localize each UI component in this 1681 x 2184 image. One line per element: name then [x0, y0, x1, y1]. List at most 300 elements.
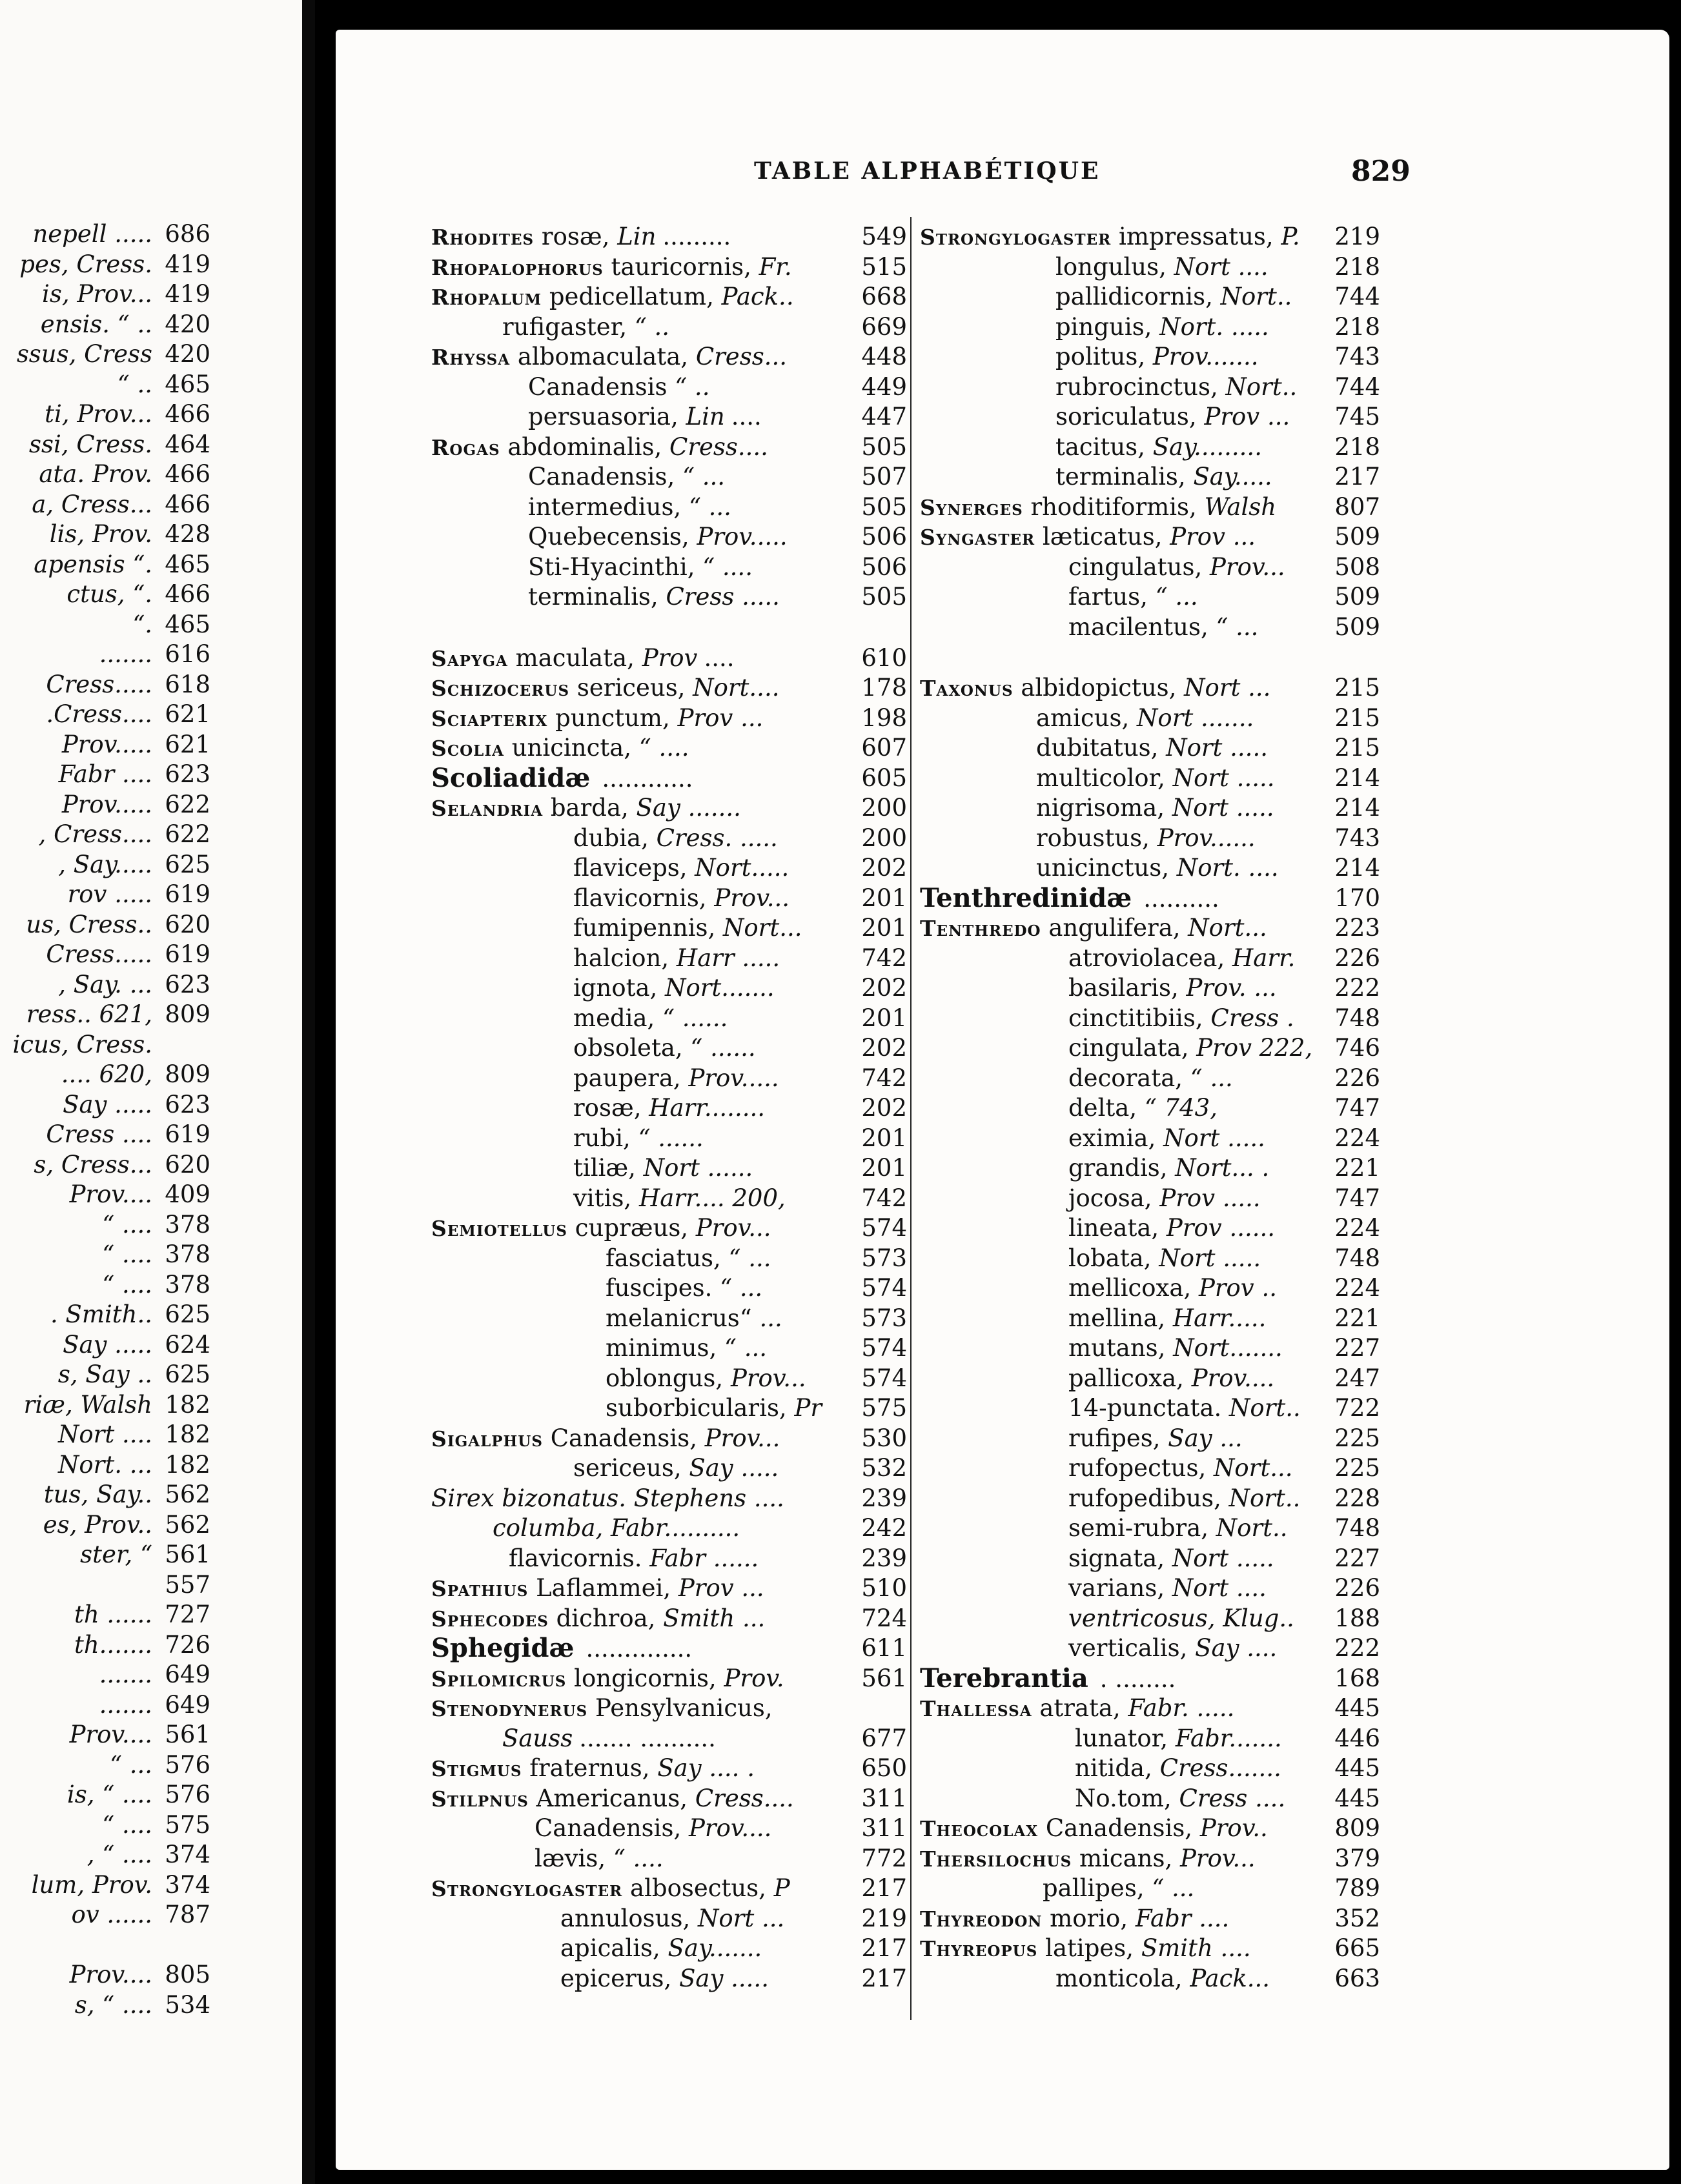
author-name: Fr.	[759, 252, 792, 281]
left-entry-text: th.......	[74, 1630, 152, 1659]
page-ref: 215	[1334, 703, 1380, 732]
left-entry-text: rov .....	[67, 880, 152, 908]
species-name: fraternus,	[529, 1754, 650, 1782]
left-entry	[0, 430, 302, 460]
author-name: Harr........	[649, 1094, 765, 1122]
author-name: Say.....	[1193, 463, 1272, 490]
species-name: rosæ,	[573, 1094, 642, 1122]
middle_column-entry	[431, 1573, 764, 1604]
page-ref: 200	[861, 794, 907, 822]
page-ref: 352	[1334, 1904, 1380, 1932]
species-name: albomaculata,	[517, 343, 689, 370]
left-entry-number: 378	[165, 1270, 210, 1299]
middle_column-entry	[431, 703, 763, 734]
middle_column-entry	[431, 1484, 784, 1513]
left-entry-number: 374	[165, 1841, 210, 1868]
author-name: Prov..	[1199, 1814, 1268, 1842]
author-name: Prov	[642, 643, 698, 672]
right_column-entry	[920, 1093, 1217, 1123]
species-name: rosæ,	[541, 223, 610, 250]
left-entry	[0, 1000, 302, 1029]
author-name: Nort ...	[698, 1904, 785, 1932]
species-name: unicinctus,	[1036, 854, 1170, 882]
author-name: Nort..	[1220, 283, 1292, 310]
middle_column-entry	[431, 1093, 765, 1123]
right_column-entry	[920, 522, 1256, 552]
left-entry	[0, 670, 302, 700]
left-entry	[0, 1240, 302, 1269]
middle_column-entry	[431, 1393, 822, 1423]
left-entry	[0, 1870, 302, 1900]
page-ref: 219	[861, 1904, 907, 1932]
page-ref: 202	[861, 1034, 907, 1062]
left-entry	[0, 1330, 302, 1360]
page-ref: 224	[1334, 1124, 1380, 1152]
right_column-entry	[920, 582, 1198, 612]
species-name: persuasoria,	[528, 403, 678, 430]
author-name: Say .......	[636, 794, 741, 822]
author-name: Prov...	[730, 1364, 806, 1392]
author-name: Nort..	[1228, 1484, 1301, 1512]
author-name: Nort...	[723, 914, 802, 942]
page-ref: 809	[1334, 1814, 1380, 1842]
species-name: tiliæ,	[573, 1154, 636, 1182]
page-ref: 574	[861, 1214, 907, 1242]
right_column-entry	[920, 1033, 1312, 1063]
page-ref: 311	[861, 1784, 907, 1812]
page-ref: 445	[1334, 1784, 1380, 1812]
page-ref: 170	[1334, 884, 1380, 912]
species-name: unicincta,	[511, 734, 632, 762]
species-name: cupræus,	[575, 1214, 689, 1242]
page-ref: 217	[1334, 463, 1380, 490]
right_column-entry	[920, 1544, 1274, 1573]
left-entry-number: 621	[165, 700, 210, 728]
page-ref: 748	[1334, 1514, 1380, 1542]
middle_column-entry	[431, 1664, 784, 1694]
left-entry-text: lum, Prov.	[31, 1870, 152, 1899]
left-entry	[0, 1540, 302, 1570]
left-entry	[0, 1030, 302, 1060]
author-name: Nort .......	[1137, 703, 1254, 732]
species-name: lobata,	[1068, 1244, 1152, 1272]
page-ref: 748	[1334, 1244, 1380, 1272]
right_column-entry	[920, 1124, 1265, 1153]
left-entry-number: 787	[165, 1901, 210, 1928]
author-name: Say.........	[1152, 432, 1262, 461]
page-ref: 214	[1334, 763, 1380, 792]
author-name: Fabr ......	[649, 1544, 759, 1572]
genus-name: Sigalphus	[431, 1426, 543, 1451]
left-entry	[0, 310, 302, 339]
left-entry-number: 378	[165, 1210, 210, 1239]
middle_column-entry	[431, 1244, 771, 1273]
species-name: epicerus,	[560, 1964, 672, 1992]
left-entry	[0, 1780, 302, 1810]
left-entry-number: 409	[165, 1180, 210, 1208]
author-name: Prov...	[695, 1214, 771, 1242]
middle_column-entry	[431, 1544, 759, 1573]
left-entry-number: 726	[165, 1630, 210, 1659]
page-ref: 200	[861, 824, 907, 852]
page-ref: 743	[1334, 824, 1380, 852]
right_column-entry	[920, 824, 1256, 853]
left-entry	[0, 1690, 302, 1720]
author-name: Nort...	[1188, 914, 1267, 942]
species-name: fartus,	[1068, 583, 1148, 611]
middle_column-entry	[431, 853, 789, 883]
author-name: Prov.	[724, 1664, 784, 1692]
genus-name: Strongylogaster	[920, 225, 1112, 250]
middle_column-entry	[431, 582, 780, 612]
author-name: Harr.... 200,	[638, 1184, 786, 1212]
genus-name: Synerges	[920, 494, 1023, 520]
species-name: 14-punctata.	[1068, 1394, 1222, 1422]
species-name: eximia,	[1068, 1124, 1156, 1152]
left-entry-text: “ ....	[102, 1240, 152, 1268]
genus-name: Thallessa	[920, 1696, 1032, 1721]
page-ref: 746	[1334, 1034, 1380, 1062]
page-ref: 218	[1334, 432, 1380, 461]
leader-dots: .........	[662, 223, 731, 250]
species-name: læticatus,	[1042, 523, 1163, 551]
right_column-entry	[920, 1304, 1266, 1333]
left-entry-text: tus, Say..	[43, 1481, 152, 1508]
left-entry-number: 182	[165, 1390, 210, 1419]
middle_column-entry	[431, 1124, 704, 1153]
page-ref: 228	[1334, 1484, 1380, 1512]
middle_column-entry	[431, 462, 725, 492]
left-entry-text: “ ....	[102, 1810, 152, 1839]
right_column-entry	[920, 1874, 1194, 1903]
author-name: Fabr..........	[611, 1514, 740, 1542]
right_column-entry	[920, 1153, 1269, 1183]
left-entry-number: 686	[165, 220, 210, 248]
page-ref: 201	[861, 1004, 907, 1032]
left-entry-text: is, “ ....	[66, 1781, 152, 1808]
left-entry-number: 618	[165, 670, 210, 698]
left-entry	[0, 880, 302, 909]
right_column-entry	[920, 1453, 1293, 1483]
left-entry-text: pes, Cress.	[19, 250, 152, 278]
left-entry-text: ssus, Cress	[16, 340, 152, 368]
species-name: halcion,	[573, 944, 669, 972]
right_column-entry	[920, 884, 1219, 914]
page-number: 829	[1351, 155, 1411, 188]
left-entry-number: 623	[165, 760, 210, 788]
species-name: tacitus,	[1055, 432, 1145, 461]
species-name: soriculatus,	[1055, 403, 1197, 430]
left-entry-number: 649	[165, 1690, 210, 1719]
left-entry	[0, 1060, 302, 1089]
species-name: amicus,	[1036, 703, 1130, 732]
left-entry	[0, 520, 302, 549]
author-name: Prov....	[1191, 1364, 1275, 1392]
species-name: grandis,	[1068, 1154, 1168, 1182]
species-name: nigrisoma,	[1036, 794, 1165, 822]
middle_column-entry	[431, 824, 778, 853]
species-name: dubitatus,	[1036, 734, 1159, 762]
genus-name: Semiotellus	[431, 1216, 568, 1241]
author-name: “ ....	[613, 1844, 664, 1872]
right_column-entry	[920, 432, 1262, 462]
middle_column-entry	[431, 1424, 780, 1454]
page-ref: 201	[861, 1124, 907, 1152]
middle_column-entry	[431, 763, 693, 794]
species-name: cinctitibiis,	[1068, 1004, 1203, 1032]
author-name: Nort... .	[1175, 1154, 1270, 1182]
species-name: flavicornis.	[509, 1544, 642, 1572]
left-entry	[0, 760, 302, 789]
page-ref: 215	[1334, 734, 1380, 762]
species-name: semi-rubra,	[1068, 1514, 1209, 1542]
left-entry-text: ctus, “.	[66, 580, 152, 608]
page-ref: 214	[1334, 794, 1380, 822]
left-entry-text: is, Prov...	[42, 280, 152, 308]
left-entry	[0, 550, 302, 580]
page-ref: 747	[1334, 1094, 1380, 1122]
page-ref: 574	[861, 1364, 907, 1392]
species-name: fuscipes.	[606, 1274, 713, 1302]
left-entry	[0, 1750, 302, 1780]
page-ref: 226	[1334, 944, 1380, 972]
species-name: Sirex bizonatus.	[431, 1484, 627, 1512]
left-entry	[0, 790, 302, 820]
page-ref: 505	[861, 583, 907, 611]
page-ref: 446	[1334, 1724, 1380, 1752]
middle_column-entry	[431, 1724, 716, 1754]
page-ref: 508	[1334, 552, 1380, 581]
genus-name: Thyreopus	[920, 1936, 1038, 1961]
middle_column-entry	[431, 913, 802, 943]
left-entry	[0, 970, 302, 1000]
right_column-entry	[920, 1904, 1229, 1934]
species-name: nitida,	[1075, 1754, 1152, 1782]
left-entry-text: Prov....	[69, 1180, 152, 1208]
left-entry-number: 805	[165, 1961, 210, 1988]
right_column-entry	[920, 944, 1295, 973]
right_column-entry	[920, 342, 1259, 372]
page-ref: 505	[861, 432, 907, 461]
author-name: “ ...	[1190, 1064, 1233, 1092]
page-ref: 218	[1334, 312, 1380, 341]
left-entry-number: 576	[165, 1781, 210, 1808]
page-ref: 226	[1334, 1574, 1380, 1602]
right_column-entry	[920, 1273, 1277, 1303]
left-entry-number: 561	[165, 1541, 210, 1568]
species-name: rufipes,	[1068, 1424, 1161, 1452]
page-ref: 745	[1334, 403, 1380, 430]
species-name: impressatus,	[1119, 223, 1274, 250]
author-name: “ ...	[720, 1274, 763, 1302]
left-entry-text: es, Prov..	[43, 1510, 152, 1539]
left-entry-number: 809	[165, 1000, 210, 1028]
left-entry-number: 534	[165, 1990, 210, 2019]
species-name: lineata,	[1068, 1214, 1159, 1242]
author-name: Nort .....	[1172, 1544, 1274, 1572]
species-name: maculata,	[515, 643, 635, 672]
author-name: Cress....	[695, 1784, 794, 1812]
species-name: Canadensis,	[550, 1424, 697, 1452]
leader-dots: ..........	[1143, 884, 1219, 913]
left-entry-text: “ ....	[102, 1210, 152, 1239]
species-name: barda,	[550, 794, 629, 822]
author-name: Pack...	[1190, 1964, 1270, 1992]
species-name: albosectus,	[630, 1874, 766, 1902]
middle_column-entry	[431, 884, 790, 913]
middle_column-entry	[431, 944, 780, 973]
page-ref: 215	[1334, 674, 1380, 702]
right_column-entry	[920, 402, 1290, 432]
species-name: latipes,	[1045, 1934, 1134, 1962]
species-name: basilaris,	[1068, 974, 1179, 1002]
genus-name: Stilpnus	[431, 1786, 529, 1812]
species-name: decorata,	[1068, 1064, 1183, 1092]
author-name: Nort...	[1214, 1454, 1293, 1482]
middle_column-entry	[431, 973, 775, 1003]
left-entry-number: 624	[165, 1330, 210, 1359]
species-name: dubia,	[573, 824, 649, 852]
left-entry-number: 466	[165, 400, 210, 428]
author-name: Prov ...	[1170, 523, 1256, 551]
left-entry	[0, 1090, 302, 1120]
page-ref: 573	[861, 1304, 907, 1332]
page-ref: 222	[1334, 974, 1380, 1002]
middle_column-entry	[431, 252, 792, 283]
book-gutter	[302, 0, 315, 2184]
left-entry	[0, 1840, 302, 1870]
species-name: longicornis,	[574, 1664, 717, 1692]
right_column-entry	[920, 1814, 1268, 1844]
middle_column-entry	[431, 1064, 779, 1093]
left-entry	[0, 730, 302, 760]
author-name: Cress.......	[1159, 1754, 1281, 1782]
column-rule	[910, 217, 912, 2020]
author-name: “ ......	[662, 1004, 728, 1032]
page-ref: 217	[861, 1934, 907, 1962]
genus-name: Rhyssa	[431, 345, 511, 370]
species-name: albidopictus,	[1021, 674, 1177, 702]
author-name: Prov ......	[1166, 1214, 1276, 1242]
author-name: Nort.......	[1173, 1334, 1283, 1362]
leader-dots: ....... ..........	[579, 1724, 716, 1752]
left-entry-number: 622	[165, 790, 210, 818]
left-entry-text: Nort. ...	[57, 1450, 152, 1479]
species-name: oblongus,	[606, 1364, 724, 1392]
page-ref: 530	[861, 1424, 907, 1452]
page-ref: 224	[1334, 1274, 1380, 1302]
left-entry	[0, 1660, 302, 1690]
middle_column-entry	[431, 1184, 786, 1213]
left-entry-number: 465	[165, 610, 210, 638]
left-entry-number: 623	[165, 970, 210, 998]
author-name: Nort..	[1216, 1514, 1288, 1542]
left-entry-text: “ ..	[117, 370, 152, 398]
page-ref: 722	[1334, 1394, 1380, 1422]
species-name: rufopectus,	[1068, 1454, 1207, 1482]
page-ref: 201	[861, 884, 907, 912]
left-entry	[0, 1810, 302, 1840]
species-name: intermedius,	[528, 492, 682, 521]
left-entry-number: 466	[165, 460, 210, 488]
middle_column-entry	[431, 1153, 753, 1183]
left-entry	[0, 460, 302, 489]
middle_column-entry	[431, 1333, 767, 1363]
author-name: Prov .....	[1159, 1184, 1261, 1212]
author-name: “ ......	[690, 1034, 756, 1062]
species-name: minimus,	[606, 1334, 717, 1362]
page-ref: 742	[861, 1064, 907, 1092]
genus-name: Sphecodes	[431, 1606, 549, 1632]
left-entry	[0, 700, 302, 729]
left-entry-number: 428	[165, 520, 210, 548]
left-entry-text: ov ......	[71, 1901, 152, 1928]
page-ref: 665	[1334, 1934, 1380, 1962]
right_column-entry	[920, 973, 1277, 1003]
author-name: Nort....	[693, 674, 780, 702]
left-entry-number: 465	[165, 550, 210, 578]
left-entry-text: Prov.....	[61, 790, 152, 818]
page-ref: 221	[1334, 1304, 1380, 1332]
right_column-entry	[920, 312, 1269, 342]
family-name: Terebrantia	[920, 1663, 1088, 1694]
middle_column-entry	[431, 1694, 773, 1724]
page-ref: 509	[1334, 523, 1380, 551]
left-entry-text: ssi, Cress.	[29, 430, 152, 458]
author-name: Say.......	[667, 1934, 762, 1962]
left-entry-number: 378	[165, 1240, 210, 1268]
page-ref: 743	[1334, 343, 1380, 370]
page-ref: 505	[861, 492, 907, 521]
page-ref: 445	[1334, 1694, 1380, 1722]
page-ref: 507	[861, 463, 907, 490]
page-ref: 448	[861, 343, 907, 370]
author-name: P	[773, 1874, 790, 1902]
author-name: Cress ....	[1179, 1784, 1286, 1812]
left-entry-number: 809	[165, 1060, 210, 1088]
page-ref: 201	[861, 1154, 907, 1182]
genus-name: Strongylogaster	[431, 1876, 623, 1901]
species-name: monticola,	[1055, 1964, 1183, 1992]
page-ref: 509	[1334, 583, 1380, 611]
species-name: flavicornis,	[573, 884, 707, 912]
author-name: Klug..	[1223, 1604, 1294, 1632]
author-name: Nort.......	[665, 974, 775, 1002]
family-name: Tenthredinidæ	[920, 882, 1132, 913]
author-name: Prov...	[714, 884, 790, 912]
right_column-entry	[920, 1724, 1282, 1754]
left-entry-number: 419	[165, 250, 210, 278]
left-entry-text: nepell .....	[32, 220, 152, 248]
left-entry	[0, 1210, 302, 1240]
middle_column-entry	[431, 342, 787, 372]
author-name: ...	[759, 1304, 782, 1332]
species-name: mellina,	[1068, 1304, 1166, 1332]
right_column-entry	[920, 222, 1300, 252]
left-entry	[0, 1960, 302, 1990]
left-entry	[0, 610, 302, 640]
left-entry	[0, 399, 302, 429]
middle_column-entry	[431, 1754, 755, 1784]
left-entry-text: , Say.....	[58, 850, 152, 878]
right_column-entry	[920, 1964, 1270, 1994]
species-name: Laflammei,	[536, 1574, 671, 1602]
right_column-entry	[920, 1513, 1288, 1543]
species-name: Pensylvanicus,	[595, 1694, 773, 1722]
left-entry-text: .......	[99, 1690, 152, 1719]
page-ref: 772	[861, 1844, 907, 1872]
right_column-entry	[920, 1004, 1294, 1033]
